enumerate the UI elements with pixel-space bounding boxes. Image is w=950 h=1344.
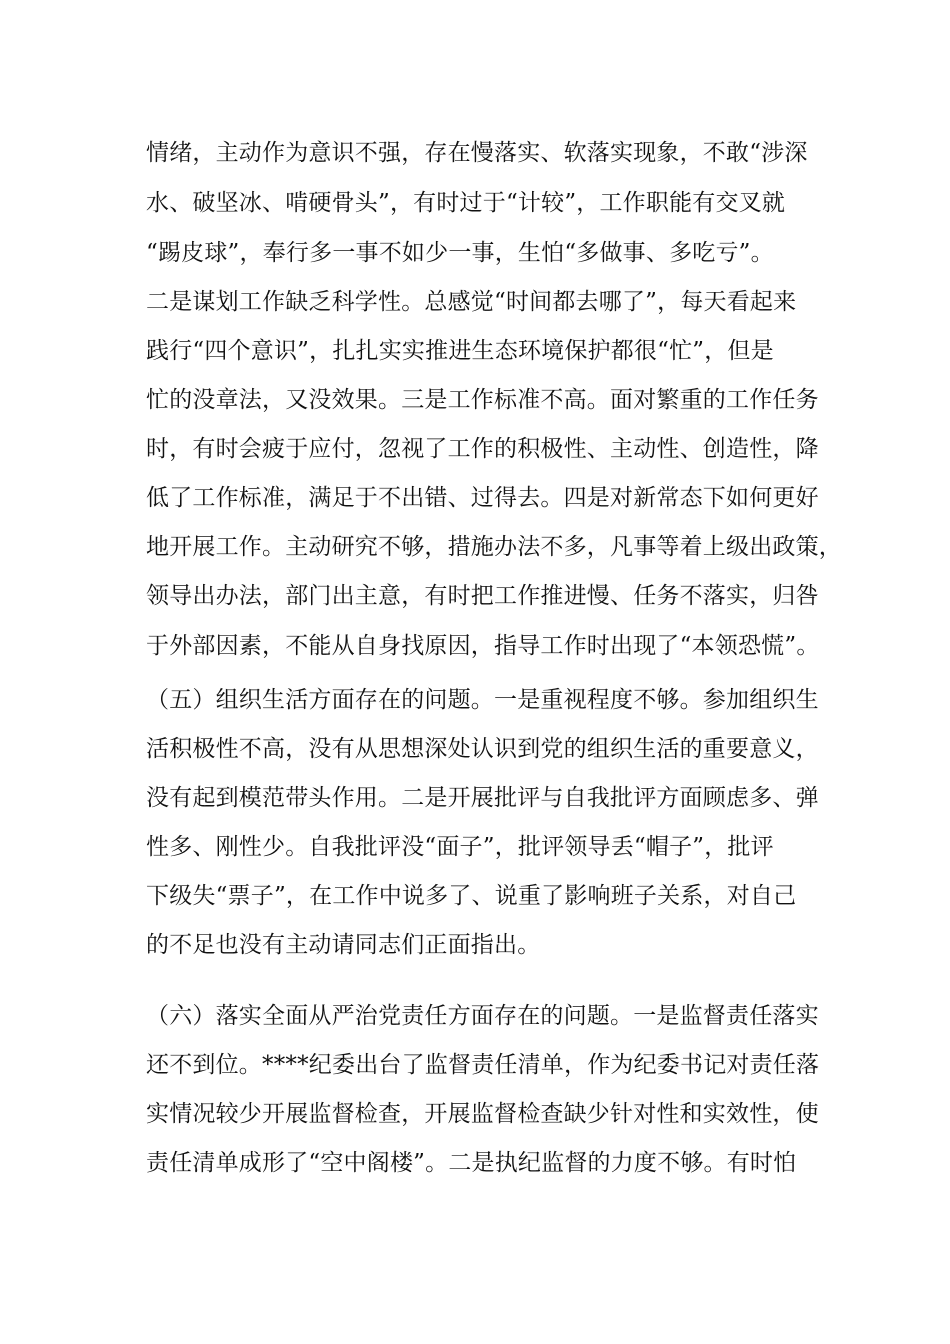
text-line: 时，有时会疲于应付，忽视了工作的积极性、主动性、创造性，降 [146,436,819,462]
text-line: 于外部因素，不能从自身找原因，指导工作时出现了“本领恐慌”。 [146,633,820,659]
text-line: “踢皮球”，奉行多一事不如少一事，生怕“多做事、多吃亏”。 [146,240,774,266]
text-line: 性多、刚性少。自我批评没“面子”，批评领导丢“帽子”，批评 [146,834,774,860]
text-line: 没有起到模范带头作用。二是开展批评与自我批评方面顾虑多、弹 [146,785,819,811]
text-line: 实情况较少开展监督检查，开展监督检查缺少针对性和实效性，使 [146,1101,819,1127]
section-five-heading-line: （五）组织生活方面存在的问题。一是重视程度不够。参加组织生 [146,687,819,713]
text-line: 忙的没章法，又没效果。三是工作标准不高。面对繁重的工作任务 [146,387,819,413]
text-line: 地开展工作。主动研究不够，措施办法不多，凡事等着上级出政策， [146,534,842,560]
text-line: 低了工作标准，满足于不出错、过得去。四是对新常态下如何更好 [146,485,819,511]
text-line: 领导出办法，部门出主意，有时把工作推进慢、任务不落实，归咎 [146,583,819,609]
text-line: 还不到位。****纪委出台了监督责任清单，作为纪委书记对责任落 [146,1052,820,1078]
text-line: 水、破坚冰、啃硬骨头”，有时过于“计较”，工作职能有交叉就 [146,190,786,216]
text-line: 下级失“票子”，在工作中说多了、说重了影响班子关系，对自己 [146,883,797,909]
text-line: 责任清单成形了“空中阁楼”。二是执纪监督的力度不够。有时怕 [146,1150,797,1176]
text-line: 情绪，主动作为意识不强，存在慢落实、软落实现象，不敢“涉深 [146,140,808,166]
text-line: 的不足也没有主动请同志们正面指出。 [146,932,541,958]
text-line: 践行“四个意识”，扎扎实实推进生态环境保护都很“忙”，但是 [146,338,774,364]
text-line: 二是谋划工作缺乏科学性。总感觉“时间都去哪了”，每天看起来 [146,289,797,315]
section-six-heading-line: （六）落实全面从严治党责任方面存在的问题。一是监督责任落实 [146,1003,819,1029]
text-line: 活积极性不高，没有从思想深处认识到党的组织生活的重要意义， [146,736,819,762]
